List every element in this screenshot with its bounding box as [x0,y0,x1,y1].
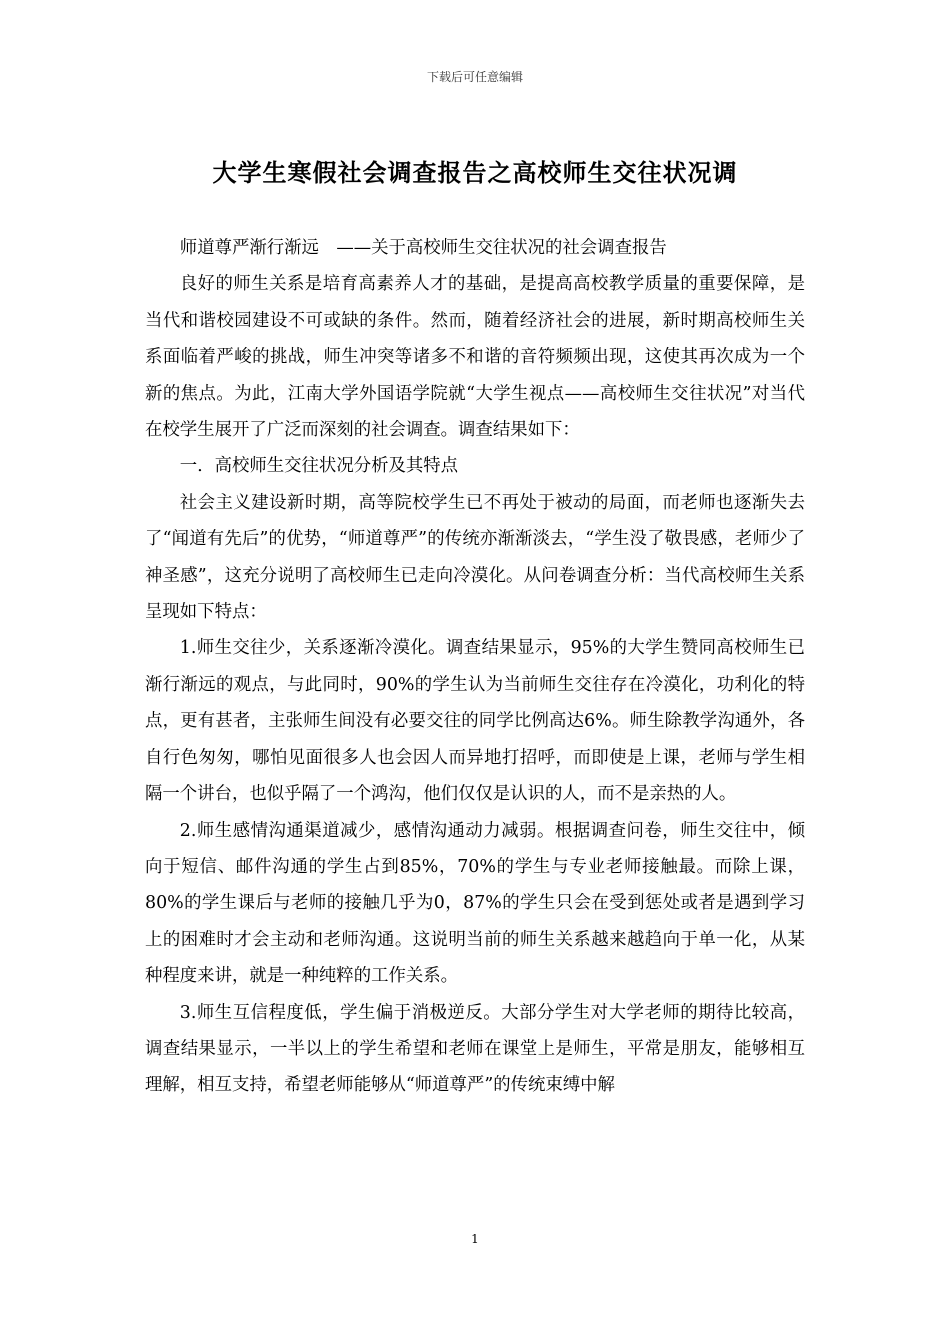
subtitle-line: 师道尊严渐行渐远 ——关于高校师生交往状况的社会调查报告 [179,238,667,258]
paragraph-point-2: 2.师生感情沟通渠道减少，感情沟通动力减弱。根据调查问卷，师生交往中，倾向于短信、邮件沟通的学生占到85%，70%的学生与专业老师接触最。而除上课，80%的学生课后与老师的接触几乎为0，87%的学生只会在受到惩处或者是遇到学习上的困难时才会主动和老师沟通。这说明当前的师生关系越来越趋向于单一化，从某种程度来讲，就是一种纯粹的工作关系。 [145,820,805,987]
page-number: 1 [471,1232,479,1246]
section-heading-1: 一．高校师生交往状况分析及其特点 [179,456,459,477]
page-header-note: 下载后可任意编辑 [426,70,523,84]
paragraph-point-3: 3.师生互信程度低，学生偏于消极逆反。大部分学生对大学老师的期待比较高，调查结果显示，一半以上的学生希望和老师在课堂上是师生，平常是朋友，能够相互理解，相互支持，希望老师能够从“师道尊严”的传统束缚中解 [145,1002,805,1096]
document-title: 大学生寒假社会调查报告之高校师生交往状况调 [212,159,738,187]
paragraph-analysis: 社会主义建设新时期，高等院校学生已不再处于被动的局面，而老师也逐渐失去了“闻道有先后”的优势，“师道尊严”的传统亦渐渐淡去，“学生没了敬畏感，老师少了神圣感”，这充分说明了高校师生已走向冷漠化。从问卷调查分析：当代高校师生关系呈现如下特点： [145,492,805,623]
paragraph-point-1: 1.师生交往少，关系逐渐冷漠化。调查结果显示，95%的大学生赞同高校师生已渐行渐远的观点，与此同时，90%的学生认为当前师生交往存在冷漠化，功利化的特点，更有甚者，主张师生间没有必要交往的同学比例高达6%。师生除教学沟通外，各自行色匆匆，哪怕见面很多人也会因人而异地打招呼，而即使是上课，老师与学生相隔一个讲台，也似乎隔了一个鸿沟，他们仅仅是认识的人，而不是亲热的人。 [145,638,805,805]
paragraph-intro: 良好的师生关系是培育高素养人才的基础，是提高高校教学质量的重要保障，是当代和谐校园建设不可或缺的条件。然而，随着经济社会的进展，新时期高校师生关系面临着严峻的挑战，师生冲突等诸多不和谐的音符频频出现，这使其再次成为一个新的焦点。为此，江南大学外国语学院就“大学生视点——高校师生交往状况”对当代在校学生展开了广泛而深刻的社会调查。调查结果如下： [145,274,805,441]
document-body [145,230,805,1104]
